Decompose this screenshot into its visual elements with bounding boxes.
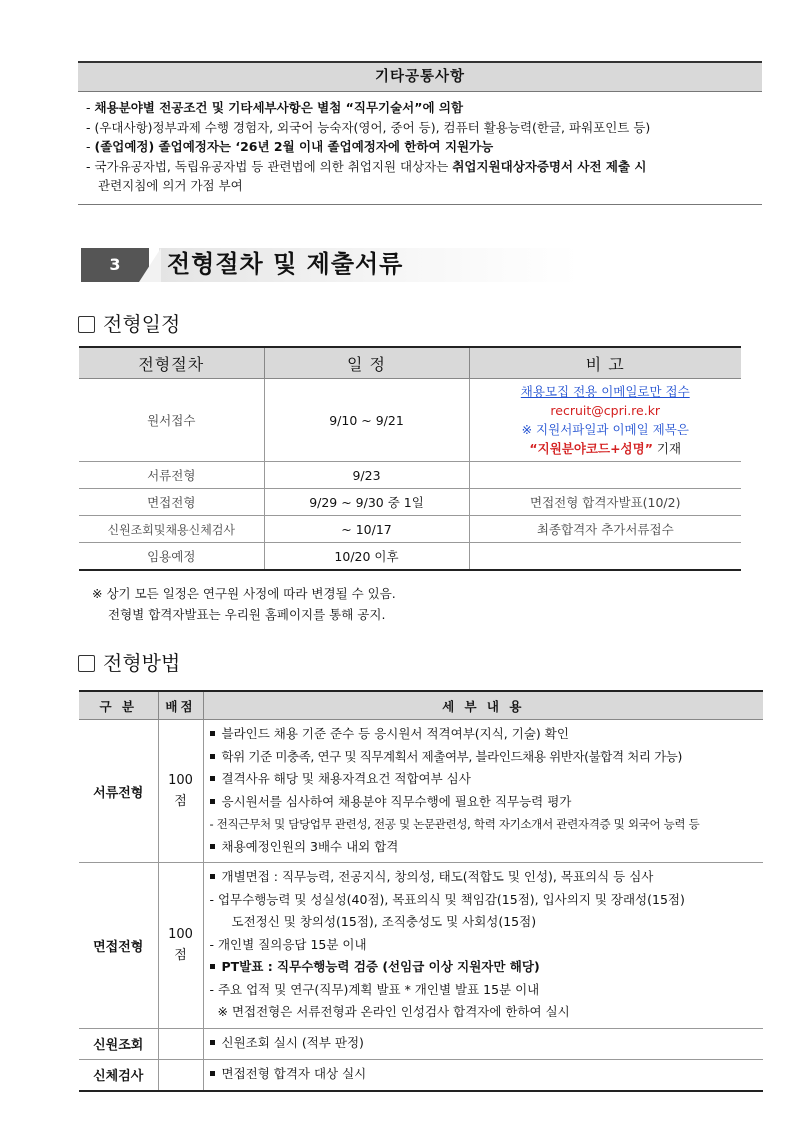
- notice-line-1: - 채용분야별 전공조건 및 기타세부사항은 별첨 “직무기술서”에 의함: [86, 100, 464, 115]
- schedule-note: 면접전형 합격자발표(10/2): [469, 489, 741, 516]
- detail-line: 면접전형 합격자 대상 실시: [210, 1063, 760, 1086]
- schedule-step: 서류전형: [79, 462, 264, 489]
- method-score: [158, 1059, 203, 1091]
- method-col-category: 구 분: [79, 691, 158, 720]
- checkbox-icon: [78, 316, 95, 333]
- footnote-line-1: ※ 상기 모든 일정은 연구원 사정에 따라 변경될 수 있음.: [92, 586, 396, 601]
- notice-body: [78, 92, 762, 205]
- schedule-note: [469, 543, 741, 571]
- table-row: [79, 863, 763, 1029]
- detail-subline: - 업무수행능력 및 성실성(40점), 목표의식 및 책임감(15점), 입사의지 및 장래성(15점): [209, 891, 685, 907]
- detail-line: 신원조회 실시 (적부 판정): [210, 1032, 760, 1055]
- banner-slant: [139, 248, 161, 282]
- detail-line: 결격사유 해당 및 채용자격요건 적합여부 심사: [210, 768, 760, 791]
- method-heading: 전형방법: [78, 650, 180, 676]
- table-row: [79, 1028, 763, 1059]
- schedule-date: 9/29 ~ 9/30 중 1일: [264, 489, 469, 516]
- section-number: 3: [81, 248, 149, 282]
- method-category: 면접전형: [79, 863, 158, 1029]
- table-row: [79, 720, 763, 863]
- bullet-icon: [210, 844, 215, 849]
- schedule-col-note: 비 고: [469, 347, 741, 379]
- schedule-footnote: [92, 583, 396, 625]
- notice-line-2: - (우대사항)정부과제 수행 경험자, 외국어 능숙자(영어, 중어 등), 컴퓨터 활용능력(한글, 파워포인트 등): [86, 119, 651, 135]
- notice-line-4-cont: 관련지침에 의거 가점 부여: [98, 178, 243, 193]
- receipt-email-only: 채용모집 전용 이메일로만 접수: [520, 384, 690, 399]
- section-title: 전형절차 및 제출서류: [167, 250, 404, 278]
- bullet-icon: [210, 731, 215, 736]
- schedule-step: 신원조회및채용신체검사: [79, 516, 264, 543]
- method-detail: [203, 1028, 763, 1059]
- schedule-step: 원서접수: [79, 379, 264, 462]
- method-detail: [203, 863, 763, 1029]
- bullet-icon: [210, 1040, 215, 1045]
- bullet-icon: [210, 799, 215, 804]
- schedule-date: ~ 10/17: [264, 516, 469, 543]
- schedule-heading: 전형일정: [78, 311, 180, 337]
- table-row: [79, 543, 741, 571]
- method-score: 100 점: [158, 720, 203, 863]
- bullet-icon: [210, 874, 215, 879]
- notice-title: 기타공통사항: [78, 61, 762, 92]
- schedule-col-step: 전형절차: [79, 347, 264, 379]
- schedule-date: 9/10 ~ 9/21: [264, 379, 469, 462]
- table-row: [79, 516, 741, 543]
- notice-line-3: - (졸업예정) 졸업예정자는 ‘26년 2월 이내 졸업예정자에 한하여 지원가능: [86, 139, 494, 154]
- detail-line: 개별면접 : 직무능력, 전공지식, 창의성, 태도(적합도 및 인성), 목표의식 등 심사: [210, 866, 760, 889]
- method-detail: [203, 720, 763, 863]
- notice-line-4: - 국가유공자법, 독립유공자법 등 관련법에 의한 취업지원 대상자는 취업지원대상자증명서 사전 제출 시: [86, 158, 647, 174]
- schedule-note: 최종합격자 추가서류접수: [469, 516, 741, 543]
- method-table: [79, 690, 763, 1092]
- table-row: [79, 1059, 763, 1091]
- checkbox-icon: [78, 655, 95, 672]
- section-banner: [81, 240, 761, 284]
- bullet-icon: [210, 964, 215, 969]
- schedule-step: 임용예정: [79, 543, 264, 571]
- schedule-table: [79, 346, 741, 571]
- schedule-note-receipt: [469, 379, 741, 462]
- method-category: 신원조회: [79, 1028, 158, 1059]
- receipt-email-address[interactable]: recruit@cpri.re.kr: [550, 403, 661, 418]
- method-category: 신체검사: [79, 1059, 158, 1091]
- detail-note: ※ 면접전형은 서류전형과 온라인 인성검사 합격자에 한하여 실시: [217, 1004, 570, 1019]
- footnote-line-2: 전형별 합격자발표는 우리원 홈페이지를 통해 공지.: [108, 607, 386, 622]
- bullet-icon: [210, 1071, 215, 1076]
- detail-line: 학위 기준 미충족, 연구 및 직무계획서 제출여부, 블라인드채용 위반자(불합격 처리 가능): [210, 746, 760, 769]
- detail-subline: - 개인별 질의응답 15분 이내: [209, 936, 367, 952]
- receipt-subject-format: “지원분야코드+성명” 기재: [529, 441, 682, 456]
- common-notice-box: [78, 61, 762, 205]
- detail-subline: - 전직근무처 및 담당업무 관련성, 전공 및 논문관련성, 학력 자기소개서 관련자격증 및 외국어 능력 등: [209, 817, 700, 831]
- method-detail: [203, 1059, 763, 1091]
- receipt-file-note: ※ 지원서파일과 이메일 제목은: [521, 422, 689, 437]
- detail-line: 채용예정인원의 3배수 내외 합격: [210, 836, 760, 859]
- schedule-header-row: [79, 347, 741, 379]
- method-category: 서류전형: [79, 720, 158, 863]
- detail-line: 블라인드 채용 기준 준수 등 응시원서 적격여부(지식, 기술) 확인: [210, 723, 760, 746]
- method-col-score: 배점: [158, 691, 203, 720]
- schedule-date: 9/23: [264, 462, 469, 489]
- bullet-icon: [210, 754, 215, 759]
- schedule-step: 면접전형: [79, 489, 264, 516]
- table-row: [79, 379, 741, 462]
- detail-subline: 도전정신 및 창의성(15점), 조직충성도 및 사회성(15점): [231, 914, 537, 929]
- detail-line: PT발표 : 직무수행능력 검증 (선임급 이상 지원자만 해당): [210, 956, 760, 979]
- method-header-row: [79, 691, 763, 720]
- method-score: [158, 1028, 203, 1059]
- bullet-icon: [210, 776, 215, 781]
- table-row: [79, 462, 741, 489]
- schedule-col-date: 일 정: [264, 347, 469, 379]
- detail-line: 응시원서를 심사하여 채용분야 직무수행에 필요한 직무능력 평가: [210, 791, 760, 814]
- method-col-detail: 세 부 내 용: [203, 691, 763, 720]
- method-score: 100 점: [158, 863, 203, 1029]
- schedule-note: [469, 462, 741, 489]
- table-row: [79, 489, 741, 516]
- detail-subline: - 주요 업적 및 연구(직무)계획 발표 * 개인별 발표 15분 이내: [209, 981, 540, 997]
- schedule-date: 10/20 이후: [264, 543, 469, 571]
